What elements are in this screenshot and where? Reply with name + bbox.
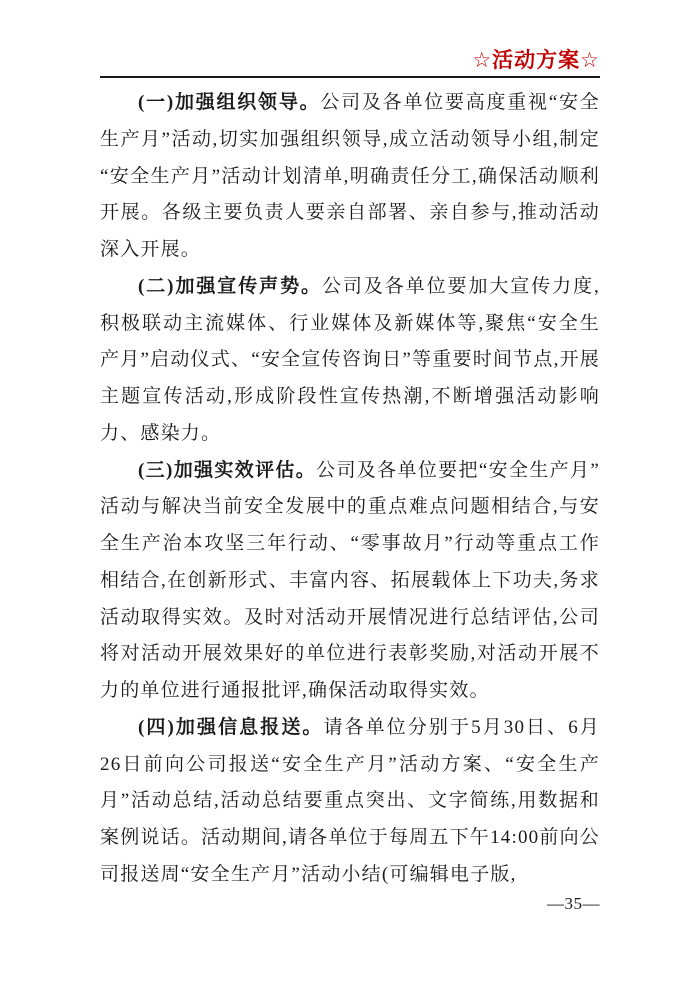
page-header xyxy=(100,0,600,78)
document-body xyxy=(100,85,600,894)
paragraph-body: 公司及各单位要把“安全生产月”活动与解决当前安全发展中的重点难点问题相结合,与安全生产治本攻坚三年行动、“零事故月”行动等重点工作相结合,在创新形式、丰富内容、拓展载体上下功夫,务求活动取得实效。及时对活动开展情况进行总结评估,公司将对活动开展效果好的单位进行表彰奖励,对活动开展不力的单位进行通报批评,确保活动取得实效。 xyxy=(100,459,600,701)
paragraph-body: 公司及各单位要高度重视“安全生产月”活动,切实加强组织领导,成立活动领导小组,制定“安全生产月”活动计划清单,明确责任分工,确保活动顺利开展。各级主要负责人要亲自部署、亲自参与,推动活动深入开展。 xyxy=(100,92,601,260)
paragraph-lead: (三)加强实效评估。 xyxy=(138,459,317,481)
header-title: ☆活动方案☆ xyxy=(472,49,600,72)
paragraph xyxy=(100,453,600,710)
paragraph-lead: (二)加强宣传声势。 xyxy=(138,275,322,297)
paragraph xyxy=(100,85,600,269)
paragraph-lead: (一)加强组织领导。 xyxy=(138,92,321,113)
paragraph xyxy=(100,269,600,453)
page-footer xyxy=(547,894,600,914)
paragraph-body: 请各单位分别于5月30日、6月26日前向公司报送“安全生产月”活动方案、“安全生产月”活动总结,活动总结要重点突出、文字简练,用数据和案例说话。活动期间,请各单位于每周五下午14:00前向公司报送周“安全生产月”活动小结(可编辑电子版, xyxy=(100,716,600,885)
paragraph-lead: (四)加强信息报送。 xyxy=(138,716,324,738)
content-area xyxy=(100,0,600,894)
paragraph-body: 公司及各单位要加大宣传力度,积极联动主流媒体、行业媒体及新媒体等,聚焦“安全生产月”启动仪式、“安全宣传咨询日”等重要时间节点,开展主题宣传活动,形成阶段性宣传热潮,不断增强活动影响力、感染力。 xyxy=(100,275,600,444)
page-number: —35— xyxy=(547,894,600,913)
paragraph xyxy=(100,710,600,894)
